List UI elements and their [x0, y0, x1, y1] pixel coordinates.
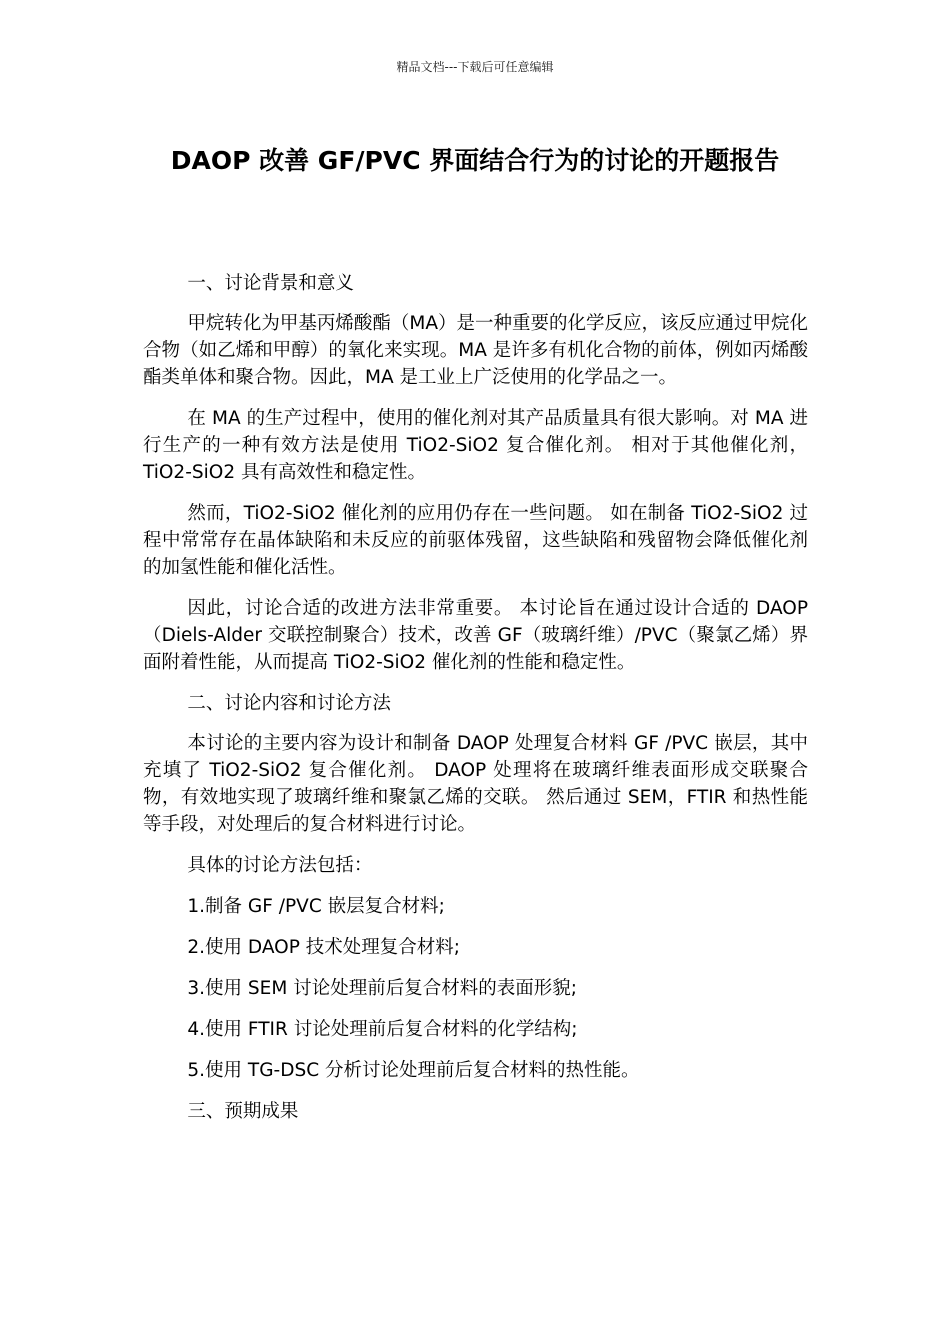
section-heading-background: 一、讨论背景和意义: [187, 273, 354, 294]
paragraph-background-3: 然而，TiO2-SiO2 催化剂的应用仍存在一些问题。 如在制备 TiO2-SiO2 过程中常常存在晶体缺陷和未反应的前驱体残留，这些缺陷和残留物会降低催化剂的加氢性能和催化活性。: [143, 503, 808, 578]
paragraph-methods-intro: 具体的讨论方法包括：: [187, 855, 373, 876]
list-item-method-5: 5.使用 TG-DSC 分析讨论处理前后复合材料的热性能。: [187, 1060, 640, 1081]
section-heading-methods: 二、讨论内容和讨论方法: [187, 693, 391, 714]
paragraph-background-2: 在 MA 的生产过程中，使用的催化剂对其产品质量具有很大影响。对 MA 进行生产的一种有效方法是使用 TiO2-SiO2 复合催化剂。 相对于其他催化剂，TiO2-SiO2 具有高效性和稳定性。: [143, 408, 808, 483]
list-item-method-3: 3.使用 SEM 讨论处理前后复合材料的表面形貌;: [187, 978, 577, 999]
list-item-method-4: 4.使用 FTIR 讨论处理前后复合材料的化学结构;: [187, 1019, 578, 1040]
paragraph-background-1: 甲烷转化为甲基丙烯酸酯（MA）是一种重要的化学反应，该反应通过甲烷化合物（如乙烯和甲醇）的氧化来实现。MA 是许多有机化合物的前体，例如丙烯酸酯类单体和聚合物。因此，MA 是工业上广泛使用的化学品之一。: [143, 313, 809, 388]
paragraph-content: 本讨论的主要内容为设计和制备 DAOP 处理复合材料 GF /PVC 嵌层，其中充填了 TiO2-SiO2 复合催化剂。 DAOP 处理将在玻璃纤维表面形成交联聚合物，有效地实现了玻璃纤维和聚氯乙烯的交联。 然后通过 SEM，FTIR 和热性能等手段，对处理后的复合材料进行讨论。: [143, 733, 808, 835]
section-heading-expected-results: 三、预期成果: [187, 1101, 299, 1122]
list-item-method-2: 2.使用 DAOP 技术处理复合材料;: [187, 937, 461, 958]
header-note: 精品文档---下载后可任意编辑: [396, 60, 554, 74]
document-title: DAOP 改善 GF/PVC 界面结合行为的讨论的开题报告: [170, 146, 780, 175]
document-body: [143, 270, 808, 1138]
list-item-method-1: 1.制备 GF /PVC 嵌层复合材料;: [187, 896, 445, 917]
paragraph-background-4: 因此，讨论合适的改进方法非常重要。 本讨论旨在通过设计合适的 DAOP（Diels-Alder 交联控制聚合）技术，改善 GF（玻璃纤维）/PVC（聚氯乙烯）界面附着性能，从而提高 TiO2-SiO2 催化剂的性能和稳定性。: [143, 598, 808, 673]
